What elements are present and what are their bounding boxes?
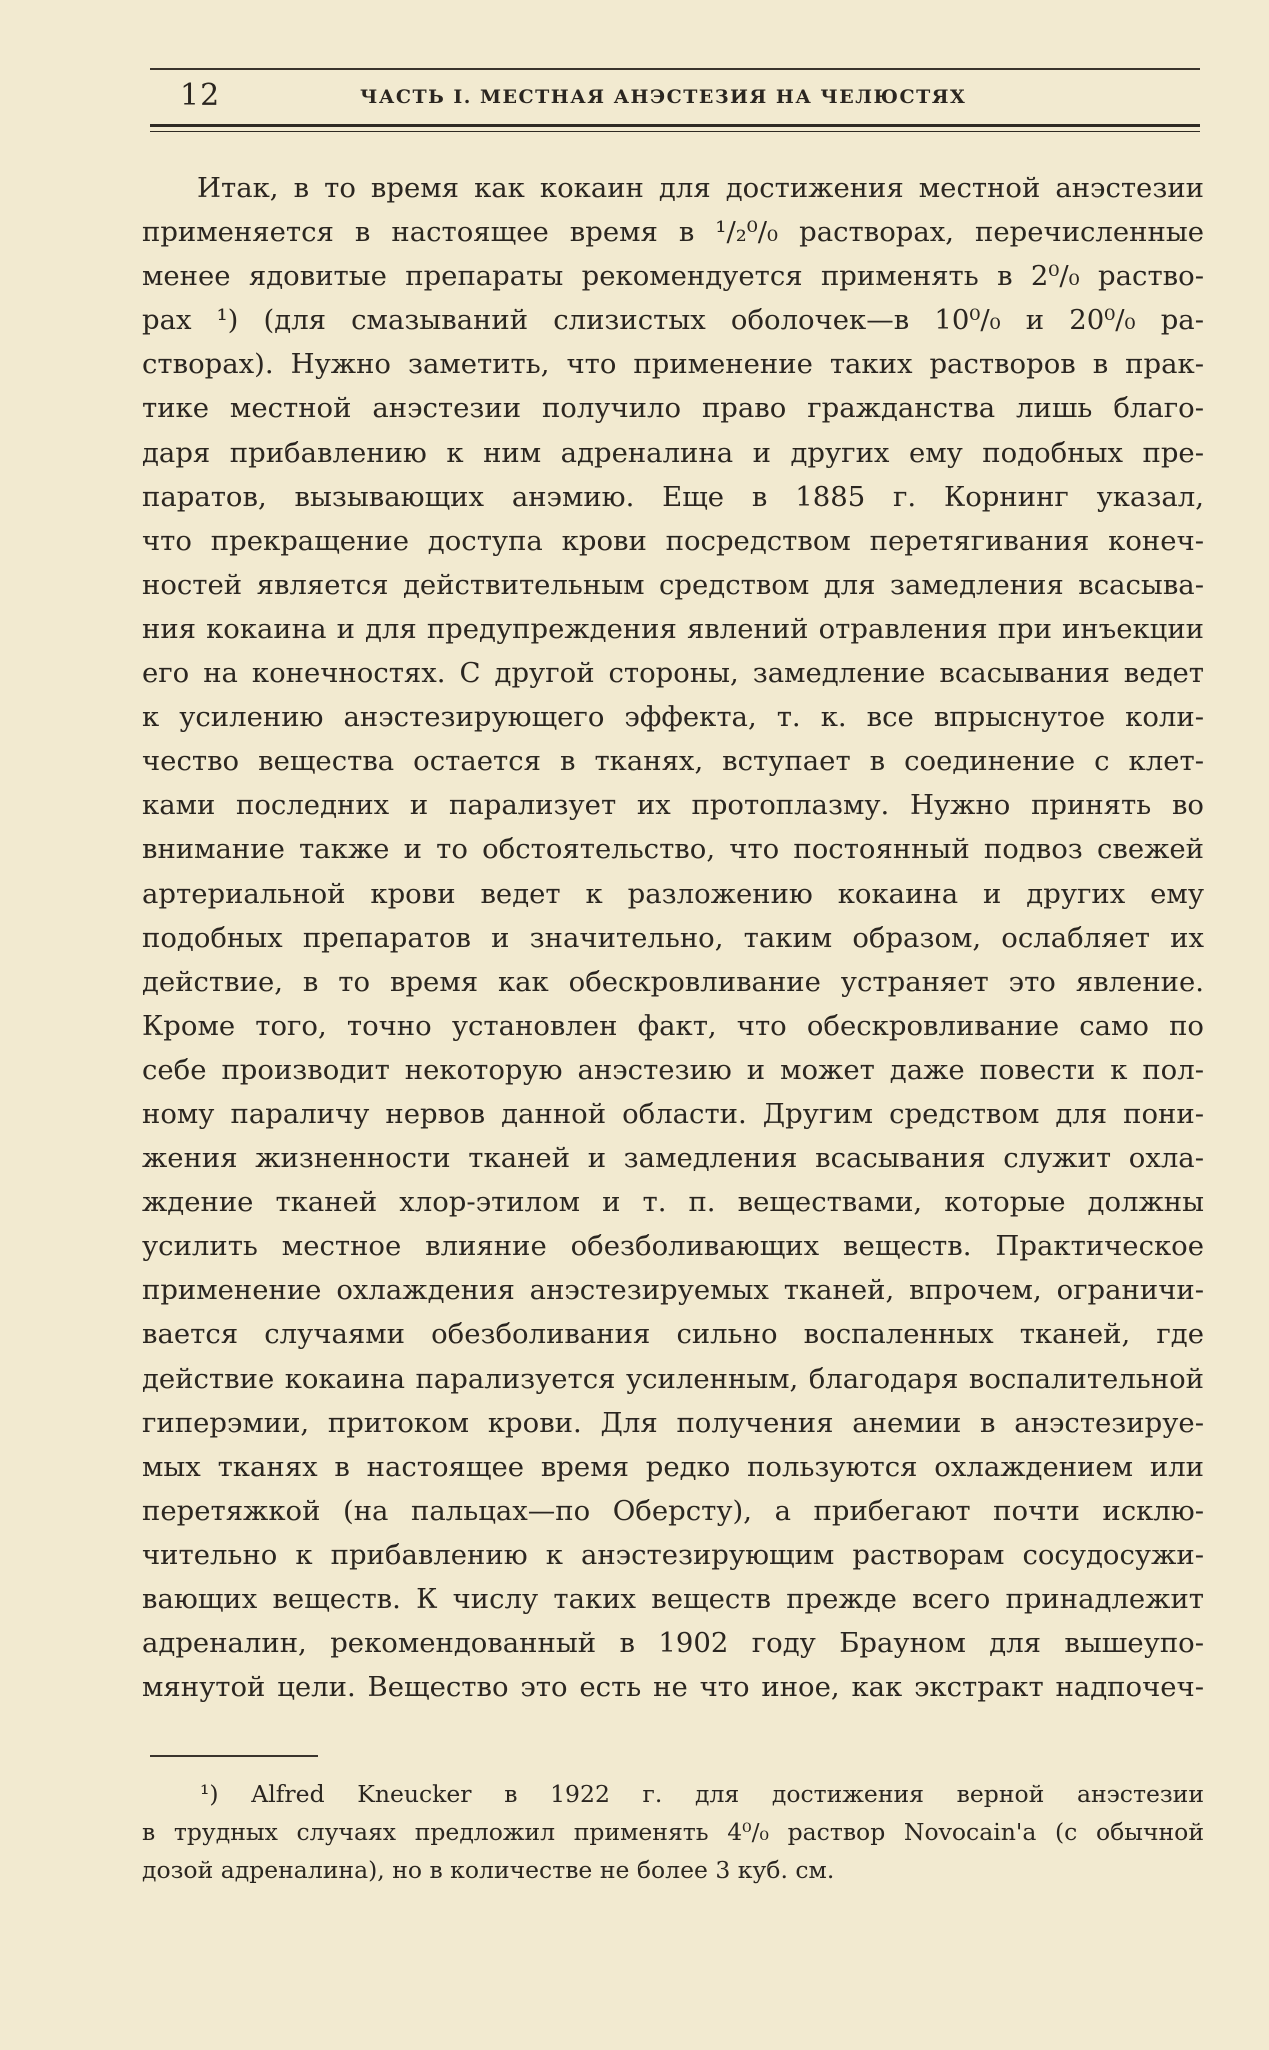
text-line: внимание также и то обстоятельство, что постоянный подвоз свежей	[142, 833, 1204, 866]
text-line: гиперэмии, притоком крови. Для получения анемии в анэстезируе-	[142, 1406, 1204, 1439]
text-line: ностей является действительным средством для замедления всасыва-	[142, 568, 1204, 601]
footnote-line: дозой адреналина), но в количестве не более 3 куб. см.	[142, 1856, 835, 1884]
text-line: его на конечностях. С другой стороны, замедление всасывания ведет	[142, 657, 1204, 690]
text-line: тике местной анэстезии получило право гражданства лишь благо-	[142, 392, 1204, 425]
main-text	[142, 166, 1204, 1709]
text-line: к усилению анэстезирующего эффекта, т. к. все впрыснутое коли-	[142, 701, 1204, 734]
text-line: действие кокаина парализуется усиленным, благодаря воспалительной	[142, 1362, 1204, 1395]
text-line: что прекращение доступа крови посредством перетягивания конеч-	[142, 524, 1204, 557]
text-line: вается случаями обезболивания сильно воспаленных тканей, где	[142, 1318, 1204, 1351]
running-title: ЧАСТЬ I. МЕСТНАЯ АНЭСТЕЗИЯ НА ЧЕЛЮСТЯХ	[360, 86, 967, 108]
text-line: ному параличу нервов данной области. Другим средством для пони-	[142, 1097, 1204, 1130]
text-line: себе производит некоторую анэстезию и может даже повести к пол-	[142, 1053, 1204, 1086]
footnote-line: ¹) Alfred Kneucker в 1922 г. для достижения верной анэстезии	[200, 1780, 1204, 1808]
text-line: применяется в настоящее время в ¹/₂⁰/₀ растворах, перечисленные	[142, 216, 1204, 249]
page-number: 12	[180, 78, 221, 113]
text-line: подобных препаратов и значительно, таким образом, ослабляет их	[142, 921, 1204, 954]
text-line: чество вещества остается в тканях, вступает в соединение с клет-	[142, 745, 1204, 778]
text-line: перетяжкой (на пальцах—по Оберсту), а прибегают почти исклю-	[142, 1494, 1204, 1527]
text-line: Кроме того, точно установлен факт, что обескровливание само по	[142, 1009, 1204, 1042]
text-line: чительно к прибавлению к анэстезирующим растворам сосудосужи-	[142, 1538, 1204, 1571]
footnote-line: в трудных случаях предложил применять 4⁰/₀ раствор Novocain'a (с обычной	[142, 1818, 1204, 1846]
text-line: применение охлаждения анэстезируемых тканей, впрочем, ограничи-	[142, 1274, 1204, 1307]
text-line: жения жизненности тканей и замедления всасывания служит охла-	[142, 1142, 1204, 1175]
text-line: паратов, вызывающих анэмию. Еще в 1885 г. Корнинг указал,	[142, 480, 1204, 513]
text-line: вающих веществ. К числу таких веществ прежде всего принадлежит	[142, 1583, 1204, 1615]
header-rule-top	[150, 68, 1200, 70]
text-line: действие, в то время как обескровливание устраняет это явление.	[142, 965, 1204, 998]
text-line: ками последних и парализует их протоплазму. Нужно принять во	[142, 789, 1204, 822]
text-line: Итак, в то время как кокаин для достижения местной анэстезии	[197, 172, 1204, 204]
text-line: ждение тканей хлор-этилом и т. п. веществами, которые должны	[142, 1186, 1204, 1219]
text-line: створах). Нужно заметить, что применение таких растворов в прак-	[142, 348, 1204, 381]
text-line: даря прибавлению к ним адреналина и других ему подобных пре-	[142, 436, 1204, 469]
text-line: адреналин, рекомендованный в 1902 году Брауном для вышеупо-	[142, 1627, 1204, 1660]
text-line: усилить местное влияние обезболивающих веществ. Практическое	[142, 1230, 1204, 1263]
page-header	[150, 78, 1200, 118]
footnote-rule	[150, 1755, 318, 1757]
footnote	[142, 1775, 1204, 1889]
text-line: артериальной крови ведет к разложению кокаина и других ему	[142, 877, 1204, 910]
text-line: рах ¹) (для смазываний слизистых оболочек—в 10⁰/₀ и 20⁰/₀ ра-	[142, 304, 1204, 337]
text-line: ния кокаина и для предупреждения явлений отравления при инъекции	[142, 612, 1204, 645]
text-line: мянутой цели. Вещество это есть не что иное, как экстракт надпочеч-	[142, 1671, 1204, 1704]
text-line: мых тканях в настоящее время редко пользуются охлаждением или	[142, 1450, 1204, 1483]
header-rule-bottom	[150, 124, 1200, 132]
text-line: менее ядовитые препараты рекомендуется применять в 2⁰/₀ раство-	[142, 260, 1204, 293]
